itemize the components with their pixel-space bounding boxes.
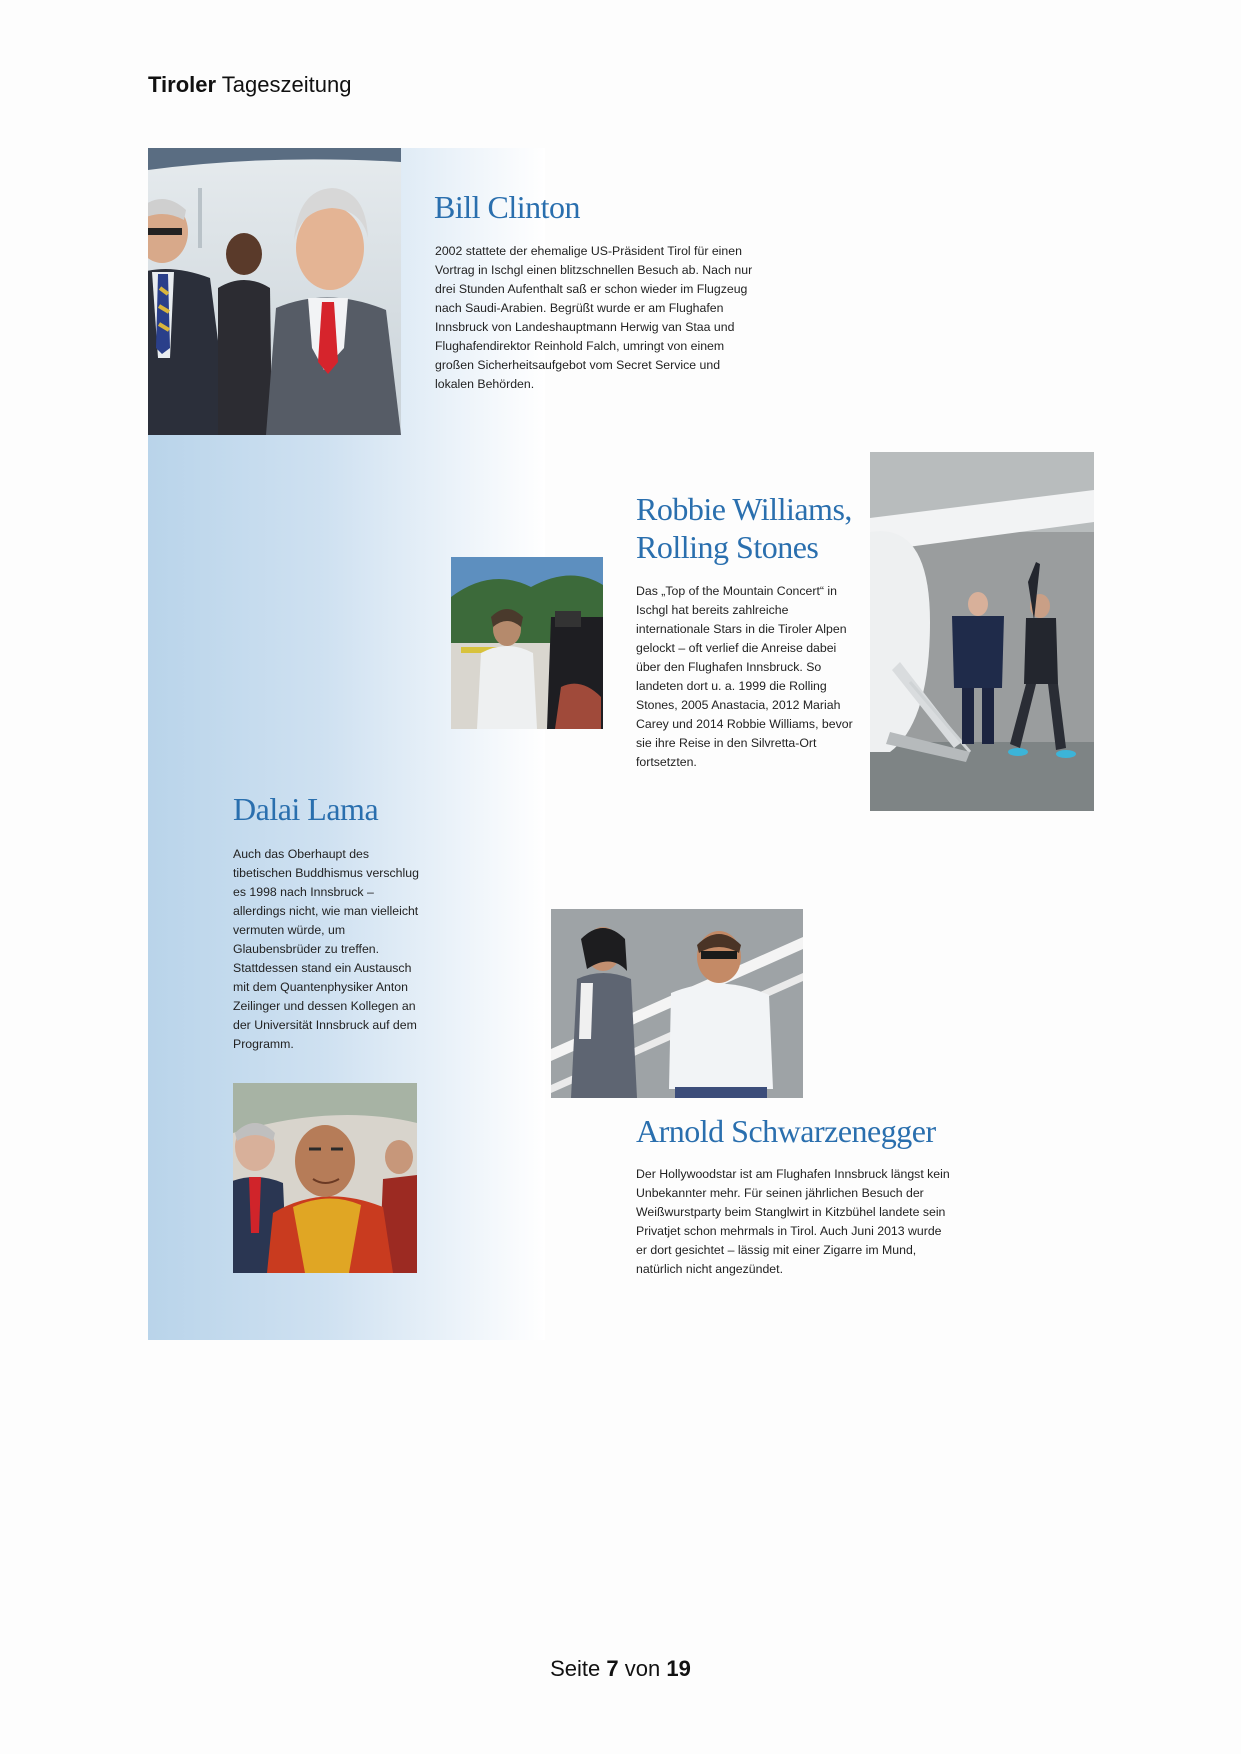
photo-robbie-williams <box>870 452 1094 811</box>
masthead-brand-regular: Tageszeitung <box>221 72 352 97</box>
masthead-brand-bold: Tiroler <box>148 72 217 97</box>
williams-body-text: Das „Top of the Mountain Concert“ in Ischgl hat bereits zahlreiche internationale Stars in die Tiroler Alpen gelockt – oft verlief die Anreise dabei über den Flughafen Innsbruck. So landeten dort u. a. 1999 die Rolling Stones, 2005 Anastacia, 2012 Mariah Carey und 2014 Robbie Williams, bevor sie ihre Reise in den Silvretta-Ort fortsetzten. <box>636 584 853 769</box>
williams-headline-line2: Rolling Stones <box>636 529 819 565</box>
dalai-lama-headline: Dalai Lama <box>233 791 379 827</box>
clinton-body-text: 2002 stattete der ehemalige US-Präsident Tirol für einen Vortrag in Ischgl einen blitzschnellen Besuch ab. Nach nur drei Stunden Aufenthalt saß er schon wieder im Flugzeug nach Saudi-Arabien. Begrüßt wurde er am Flughafen Innsbruck von Landeshauptmann Herwig van Staa und Flughafendirektor Reinhold Falch, umringt von einem großen Sicherheitsaufgebot vom Secret Service und lokalen Behörden. <box>435 244 753 391</box>
footer-prefix: Seite <box>550 1656 601 1681</box>
page-footer <box>0 1656 1241 1682</box>
masthead <box>148 72 351 98</box>
photo-rolling-stones <box>451 557 603 729</box>
schwarzenegger-body-text: Der Hollywoodstar ist am Flughafen Innsbruck längst kein Unbekannter mehr. Für seinen jährlichen Besuch der Weißwurstparty beim Stanglwirt in Kitzbühel landete sein Privatjet schon mehrmals in Tirol. Auch Juni 2013 wurde er dort gesichtet – lässig mit einer Zigarre im Mund, natürlich nicht angezündet. <box>636 1167 950 1276</box>
dalai-lama-body-text: Auch das Oberhaupt des tibetischen Buddhismus verschlug es 1998 nach Innsbruck – allerdings nicht, wie man vielleicht vermuten würde, um Glaubensbrüder zu treffen. Stattdessen stand ein Austausch mit dem Quantenphysiker Anton Zeilinger und dessen Kollegen an der Universität Innsbruck auf dem Programm. <box>233 847 419 1051</box>
photo-bill-clinton <box>148 148 401 435</box>
footer-current-page: 7 <box>606 1656 619 1681</box>
clinton-headline: Bill Clinton <box>434 189 581 225</box>
schwarzenegger-headline: Arnold Schwarzenegger <box>636 1113 936 1149</box>
photo-arnold-schwarzenegger <box>551 909 803 1098</box>
photo-dalai-lama <box>233 1083 417 1273</box>
footer-separator: von <box>624 1656 661 1681</box>
williams-headline-line1: Robbie Williams, <box>636 491 852 527</box>
footer-total-pages: 19 <box>666 1656 691 1681</box>
